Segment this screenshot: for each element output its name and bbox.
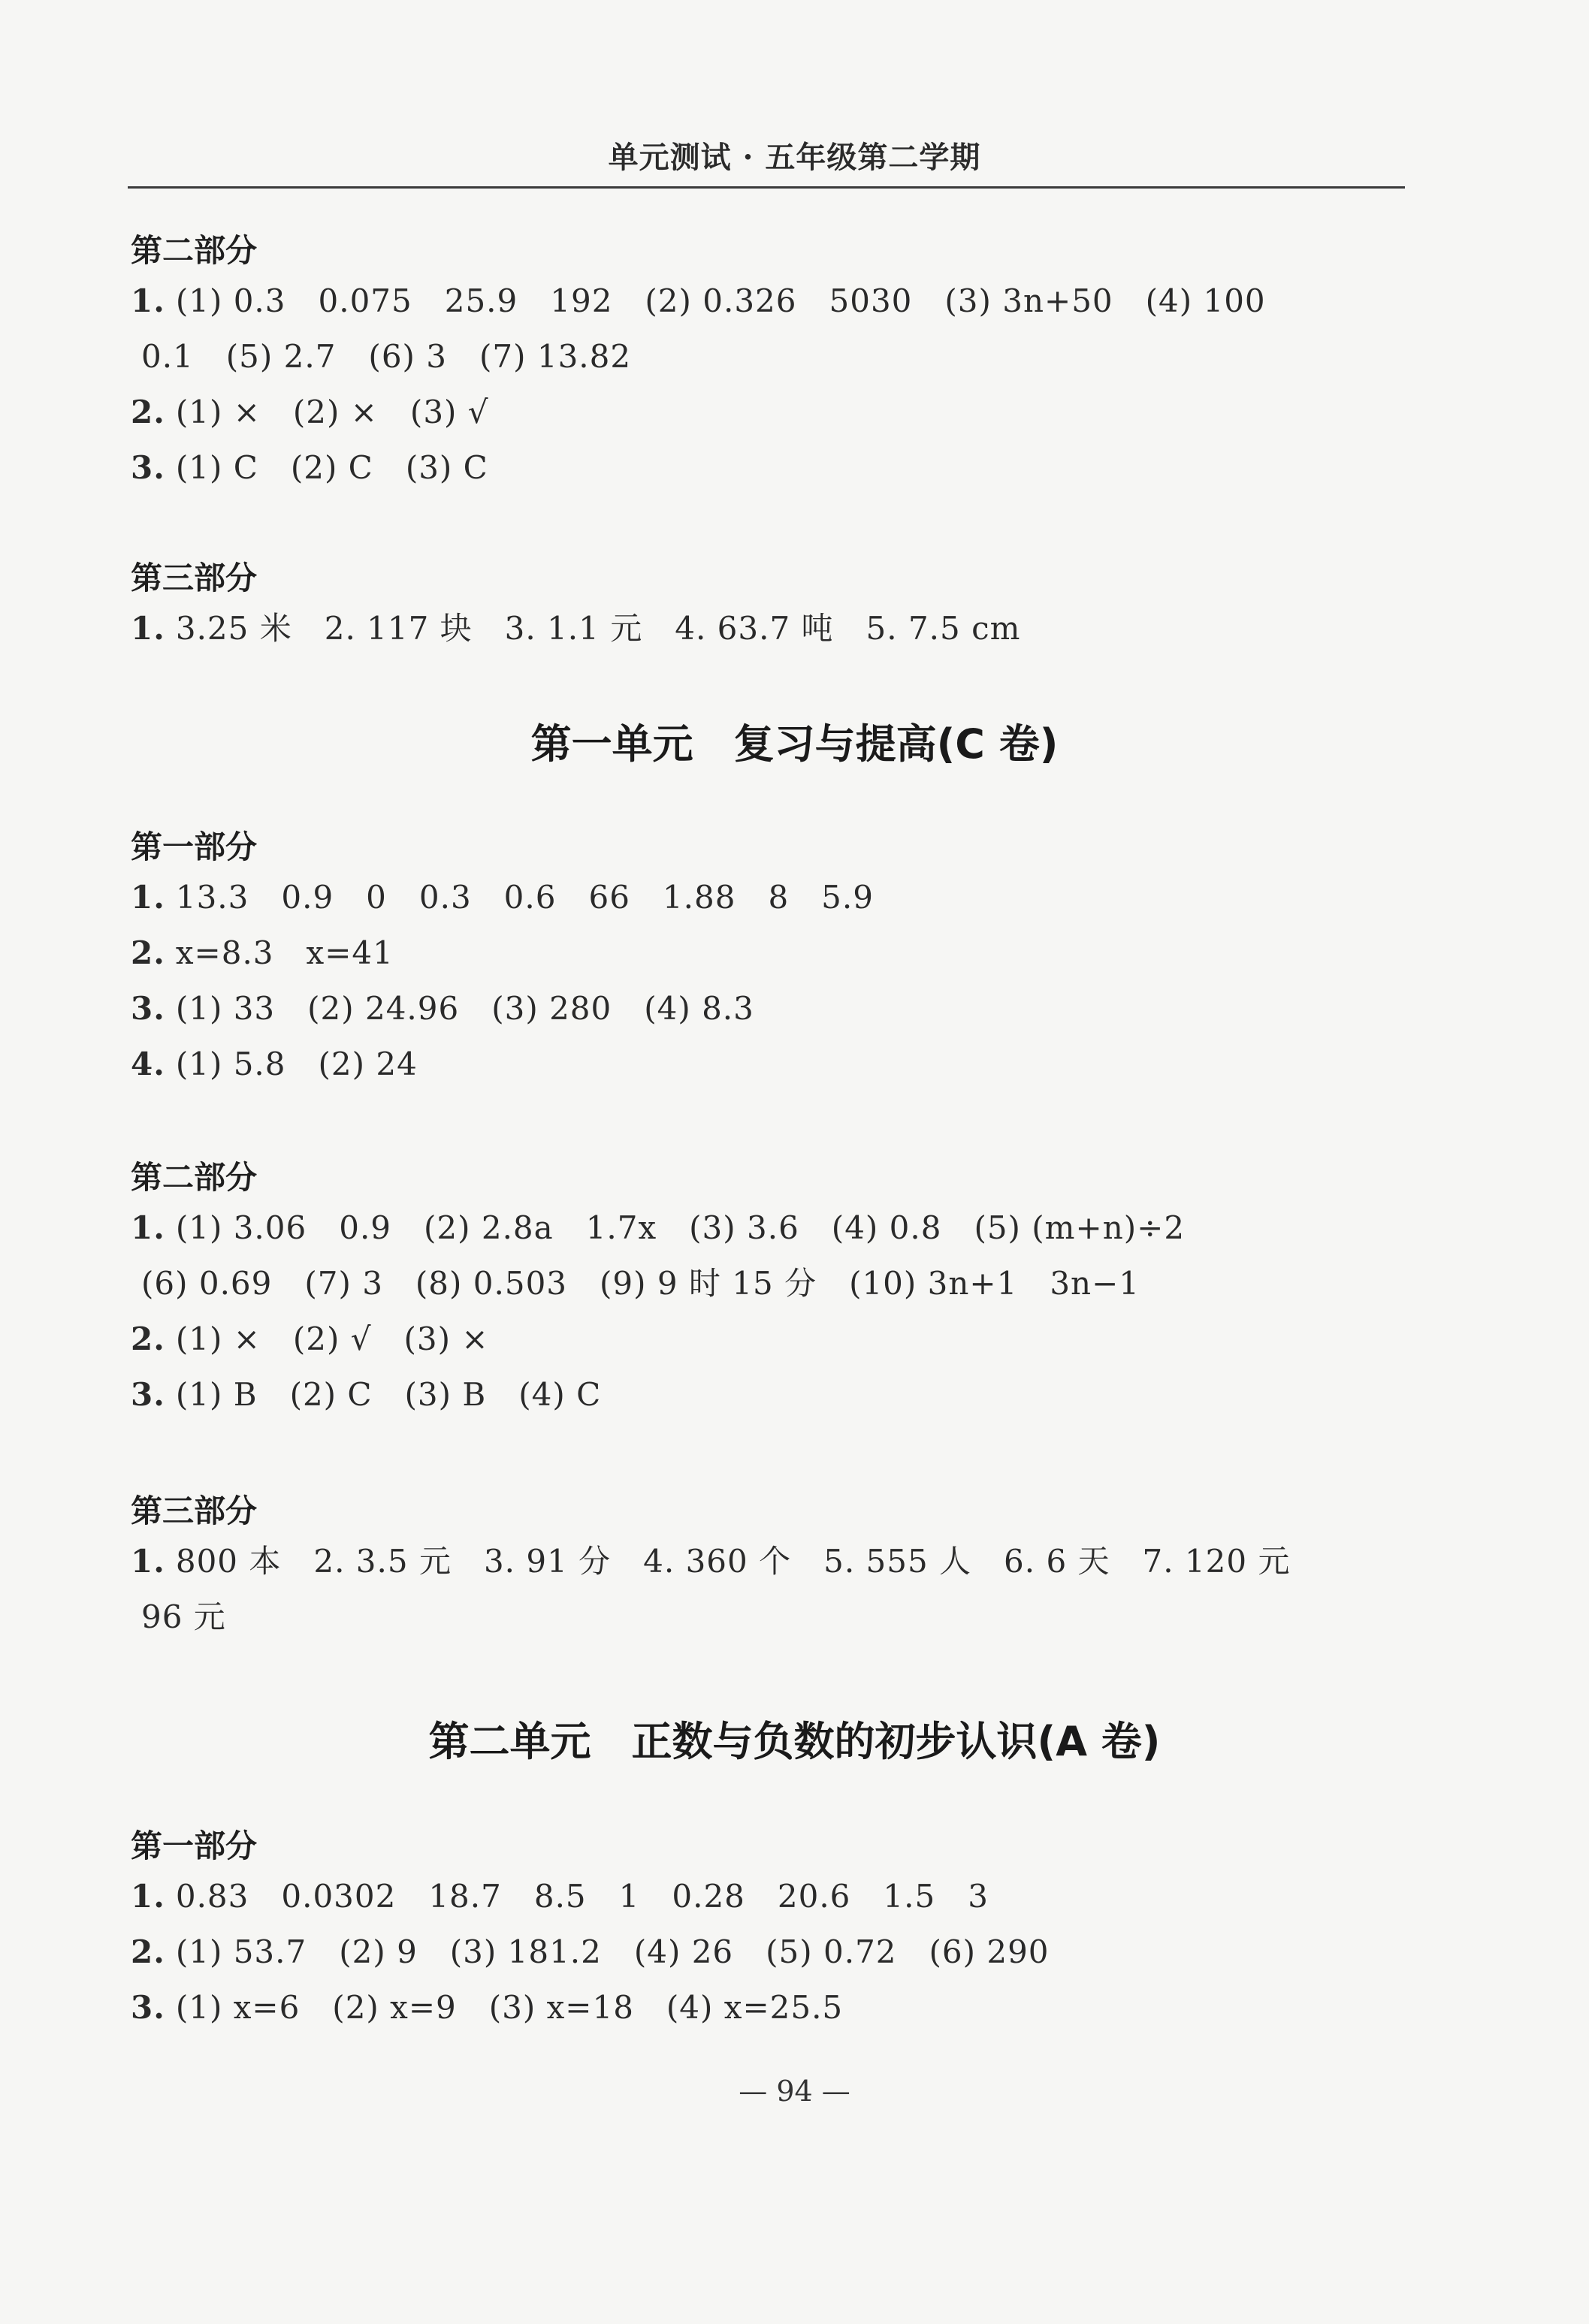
answer-line: 2. x=8.3 x=41 xyxy=(131,934,394,971)
answer-line: 96 元 xyxy=(141,1598,226,1635)
answer-line: 3. (1) B (2) C (3) B (4) C xyxy=(131,1376,602,1413)
answer-line: 3. (1) x=6 (2) x=9 (3) x=18 (4) x=25.5 xyxy=(131,1989,844,2026)
unit-title: 第二单元 正数与负数的初步认识(A 卷) xyxy=(428,1718,1161,1765)
answer-line: 2. (1) × (2) × (3) √ xyxy=(131,394,489,430)
answer-line: 0.1 (5) 2.7 (6) 3 (7) 13.82 xyxy=(141,338,632,375)
answer-line: 2. (1) × (2) √ (3) × xyxy=(131,1320,489,1357)
section-heading: 第二部分 xyxy=(131,1159,258,1196)
section-heading: 第三部分 xyxy=(131,1492,258,1529)
block-part1-c xyxy=(131,825,1423,1092)
page-number: — 94 — xyxy=(739,2075,850,2108)
section-heading: 第一部分 xyxy=(131,1828,258,1864)
answer-line: 3. (1) C (2) C (3) C xyxy=(131,449,488,486)
answer-line: 1. 0.83 0.0302 18.7 8.5 1 0.28 20.6 1.5 3 xyxy=(131,1878,989,1915)
answer-line: 1. (1) 3.06 0.9 (2) 2.8a 1.7x (3) 3.6 (4) 0.8 (5) (m+n)÷2 xyxy=(131,1209,1186,1246)
answer-line: 2. (1) 53.7 (2) 9 (3) 181.2 (4) 26 (5) 0.72 (6) 290 xyxy=(131,1933,1050,1970)
answer-line: 1. 3.25 米 2. 117 块 3. 1.1 元 4. 63.7 吨 5. 7.5 cm xyxy=(131,610,1021,647)
section-heading: 第二部分 xyxy=(131,232,258,269)
header-rule xyxy=(128,186,1405,189)
unit-title: 第一单元 复习与提高(C 卷) xyxy=(530,720,1059,768)
section-heading: 第三部分 xyxy=(131,560,258,596)
block-part3-a xyxy=(131,556,1423,656)
section-heading: 第一部分 xyxy=(131,828,258,865)
answer-line: 4. (1) 5.8 (2) 24 xyxy=(131,1046,418,1082)
answer-line: 1. 13.3 0.9 0 0.3 0.6 66 1.88 8 5.9 xyxy=(131,879,874,916)
answer-line: 3. (1) 33 (2) 24.96 (3) 280 (4) 8.3 xyxy=(131,990,754,1027)
running-header: 单元测试 · 五年级第二学期 xyxy=(608,140,981,175)
block-part3-c xyxy=(131,1489,1423,1645)
answer-line: 1. 800 本 2. 3.5 元 3. 91 分 4. 360 个 5. 555 人 6. 6 天 7. 120 元 xyxy=(131,1543,1291,1580)
block-part2-c xyxy=(131,1155,1423,1423)
block-part2-a xyxy=(131,228,1423,496)
block-part1-a xyxy=(131,1824,1423,2036)
answer-line: (6) 0.69 (7) 3 (8) 0.503 (9) 9 时 15 分 (10) 3n+1 3n−1 xyxy=(141,1265,1140,1302)
answer-line: 1. (1) 0.3 0.075 25.9 192 (2) 0.326 5030 (3) 3n+50 (4) 100 xyxy=(131,282,1266,319)
